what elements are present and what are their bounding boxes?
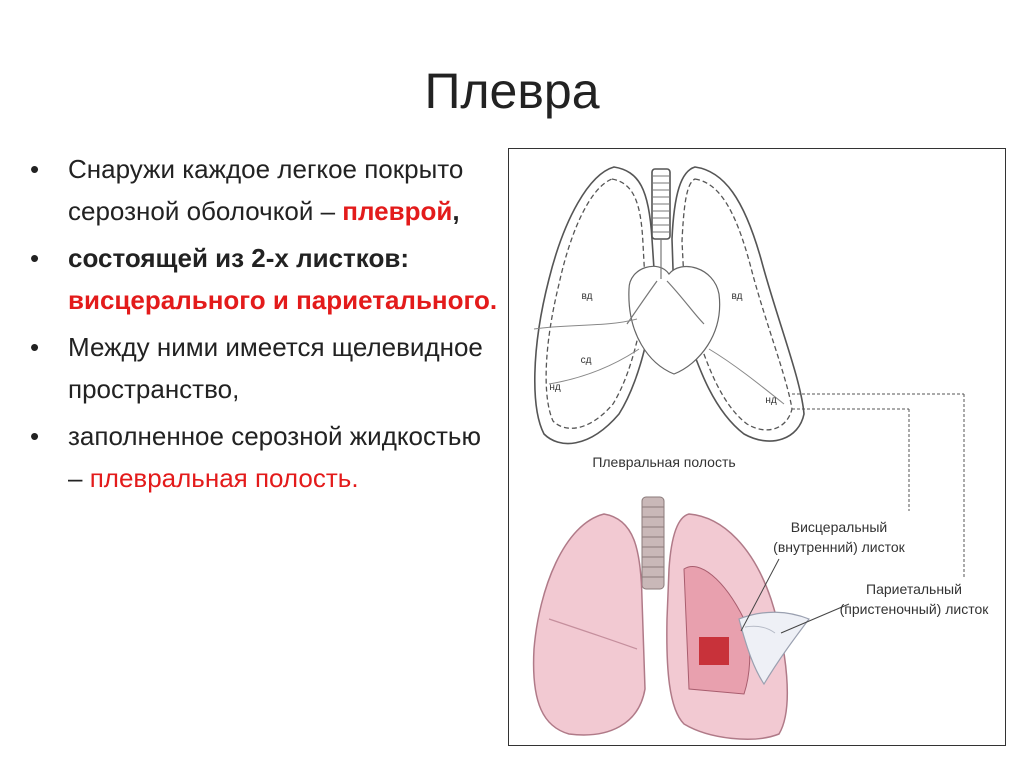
bullet-item bbox=[30, 415, 500, 499]
bullet-text: состоящей из 2-х листков: bbox=[68, 243, 409, 273]
pleura-diagram bbox=[509, 149, 1005, 745]
bullet-dot: • bbox=[30, 243, 40, 273]
bullet-text: Снаружи каждое легкое покрыто серозной оболочкой – bbox=[68, 154, 464, 226]
lung-outline-diagram bbox=[534, 167, 804, 444]
highlight-term: плеврой bbox=[342, 196, 453, 226]
lobe-label: сд bbox=[580, 355, 592, 366]
parietal-label: (пристеночный) листок bbox=[839, 601, 989, 617]
highlight-term: висцерального и париетального. bbox=[68, 285, 498, 315]
bullet-item bbox=[30, 326, 500, 410]
lobe-label: вд bbox=[731, 291, 743, 302]
bullet-dot: • bbox=[30, 332, 40, 362]
lobe-label: вд bbox=[581, 291, 593, 302]
bullet-item bbox=[30, 237, 500, 321]
lobe-label: нд bbox=[549, 382, 561, 393]
bullet-item bbox=[30, 148, 500, 232]
bullet-dot: • bbox=[30, 154, 40, 184]
highlight-term: плевральная полость. bbox=[89, 463, 359, 493]
visceral-label: Висцеральный bbox=[790, 519, 888, 535]
lobe-label: нд bbox=[765, 395, 777, 406]
bullet-text: заполненное серозной жидкостью – bbox=[68, 421, 481, 493]
visceral-label: (внутренний) листок bbox=[773, 539, 905, 555]
pleural-cavity-label: Плевральная полость bbox=[592, 454, 736, 470]
pleura-figure bbox=[508, 148, 1006, 746]
bullet-list bbox=[30, 148, 500, 504]
bullet-dot: • bbox=[30, 421, 40, 451]
parietal-label: Париетальный bbox=[866, 581, 962, 597]
bullet-text: Между ними имеется щелевидное пространство, bbox=[68, 332, 483, 404]
slide-title: Плевра bbox=[424, 63, 600, 119]
bullet-text: , bbox=[452, 196, 460, 226]
